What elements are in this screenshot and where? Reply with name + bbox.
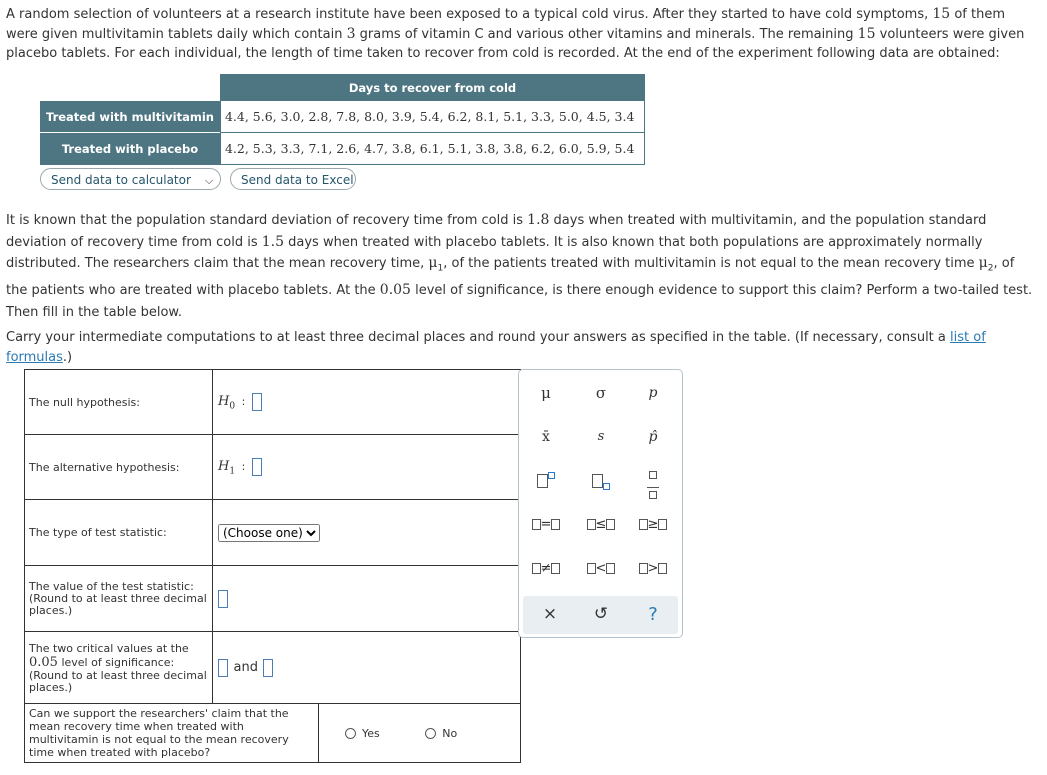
greater-than-button[interactable]: > xyxy=(633,560,673,578)
row-values-multivitamin: 4.4, 5.6, 3.0, 2.8, 7.8, 8.0, 3.9, 5.4, 6.2, 8.1, 5.1, 3.3, 5.0, 4.5, 3.4 xyxy=(220,101,644,133)
not-equal-button[interactable]: ≠ xyxy=(526,560,566,578)
row-values-placebo: 4.2, 5.3, 3.3, 7.1, 2.6, 4.7, 3.8, 6.1, 5.1, 3.8, 3.8, 6.2, 6.0, 5.9, 5.4 xyxy=(220,133,644,165)
alternative-hypothesis-label: The alternative hypothesis: xyxy=(25,435,213,500)
less-than-button[interactable]: < xyxy=(581,560,621,578)
greater-equal-button[interactable]: ≥ xyxy=(633,516,673,534)
send-to-calculator-button[interactable] xyxy=(40,168,221,190)
null-hypothesis-cell: $H_0$ : xyxy=(213,370,521,435)
support-claim-options xyxy=(319,704,521,763)
yes-radio[interactable] xyxy=(345,728,356,739)
help-icon[interactable]: ? xyxy=(648,604,658,625)
null-hypothesis-label: The null hypothesis: xyxy=(25,370,213,435)
test-statistic-value-cell xyxy=(213,566,521,632)
critical-values-label: The two critical values at the 0.05 level of significance: (Round to at least three decimal places.) xyxy=(25,632,213,704)
instructions: Carry your intermediate computations to at least three decimal places and round your answers as specified in the table. (If necessary, consult a list of formulas.) xyxy=(6,330,986,365)
critical-value-2-input[interactable] xyxy=(263,659,273,677)
yes-option[interactable]: Yes xyxy=(345,727,380,740)
critical-values-cell: and xyxy=(213,632,521,704)
phat-symbol-button[interactable]: p̂ xyxy=(648,429,658,445)
test-statistic-type-select[interactable] xyxy=(218,524,320,542)
clear-icon[interactable]: × xyxy=(542,604,558,624)
h1-symbol: $H_1$ xyxy=(218,458,236,477)
chevron-down-icon: ⌵ xyxy=(204,174,214,187)
test-statistic-value-input[interactable] xyxy=(218,590,228,608)
xbar-symbol-button[interactable]: x̄ xyxy=(542,429,550,445)
palette-toolbar xyxy=(523,596,678,634)
problem-paragraph: It is known that the population standard deviation of recovery time from cold is 1.8 days when treated with multivitamin, and the population standard deviation of recovery time from cold is 1.5 days when treated with placebo tablets. It is also known that both populations are approximately normally distributed. The researchers claim that the mean recovery time, $\mu_1$, of the patients treated with multivitamin is not equal to the mean recovery time $\mu_2$, of the patients who are treated with placebo tablets. At the 0.05 level of significance, is there enough evidence to support this claim? Perform a two-tailed test. Then fill in the table below. xyxy=(6,212,1033,320)
data-table xyxy=(40,74,645,165)
support-claim-question: Can we support the researchers' claim that the mean recovery time when treated with multivitamin is not equal to the mean recovery time when treated with placebo? xyxy=(25,704,319,763)
data-table-header: Days to recover from cold xyxy=(220,75,644,101)
alternative-hypothesis-cell: $H_1$ : xyxy=(213,435,521,500)
fraction-template-button[interactable] xyxy=(633,470,673,500)
answer-table xyxy=(24,369,521,763)
mu-symbol-button[interactable]: μ xyxy=(541,384,551,402)
critical-value-1-input[interactable] xyxy=(218,659,228,677)
send-to-excel-button[interactable] xyxy=(230,168,356,190)
null-hypothesis-input[interactable] xyxy=(252,393,262,411)
no-radio[interactable] xyxy=(425,728,436,739)
test-statistic-type-cell xyxy=(213,500,521,566)
intro-paragraph: A random selection of volunteers at a research institute have been exposed to a typical cold virus. After they started to have cold symptoms, 15 of them were given multivitamin tablets daily which contain 3 grams of vitamin C and various other vitamins and minerals. The remaining 15 volunteers were given placebo tablets. For each individual, the length of time taken to recover from cold is recorded. At the end of the experiment following data are obtained: xyxy=(6,6,1025,61)
s-symbol-button[interactable]: s xyxy=(597,429,605,444)
sigma-symbol-button[interactable]: σ xyxy=(595,384,607,402)
row-label-multivitamin: Treated with multivitamin xyxy=(40,101,220,133)
subscript-template-button[interactable] xyxy=(581,472,621,490)
undo-icon[interactable]: ↺ xyxy=(593,604,609,624)
symbol-palette xyxy=(518,369,683,638)
send-to-excel-label: Send data to Excel xyxy=(241,173,354,187)
less-equal-button[interactable]: ≤ xyxy=(581,516,621,534)
alternative-hypothesis-input[interactable] xyxy=(252,458,262,476)
test-statistic-value-label: The value of the test statistic: (Round to at least three decimal places.) xyxy=(25,566,213,632)
no-option[interactable]: No xyxy=(425,727,457,740)
equals-button[interactable]: = xyxy=(526,516,566,534)
test-statistic-type-label: The type of test statistic: xyxy=(25,500,213,566)
superscript-template-button[interactable] xyxy=(526,472,566,490)
send-to-calculator-label: Send data to calculator xyxy=(51,173,191,187)
row-label-placebo: Treated with placebo xyxy=(40,133,220,165)
p-symbol-button[interactable]: p xyxy=(648,385,658,401)
list-of-formulas-link[interactable]: list of formulas xyxy=(6,330,986,365)
h0-symbol: $H_0$ xyxy=(218,393,236,412)
